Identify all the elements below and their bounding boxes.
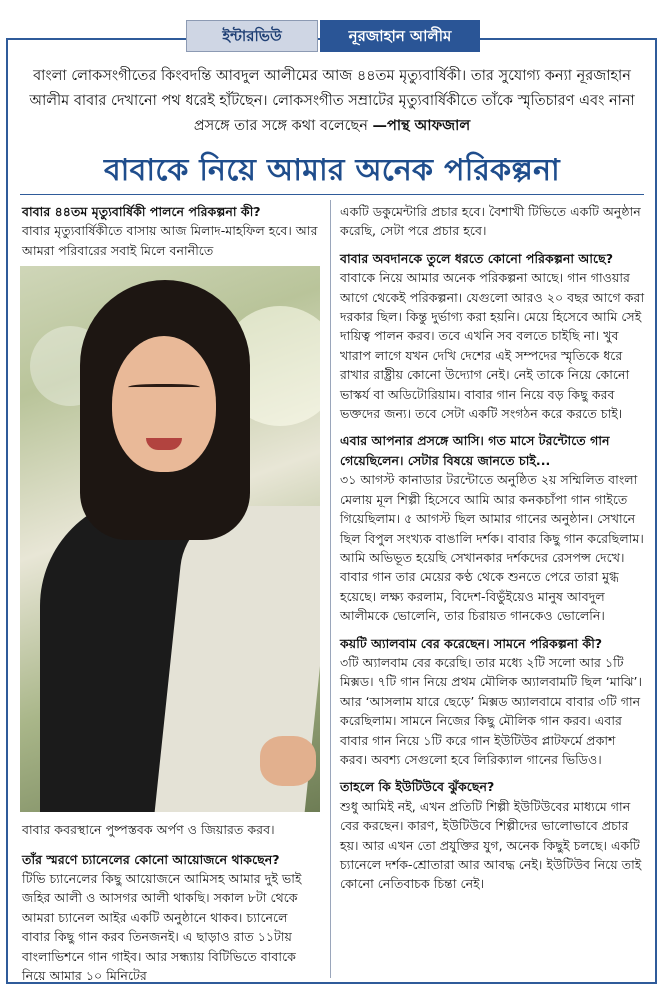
left-column <box>22 202 318 990</box>
person-name-tab: নূরজাহান আলীম <box>320 20 480 52</box>
question-5: কয়টি অ্যালবাম বের করেছেন। সামনে পরিকল্পনা কী? <box>340 635 603 651</box>
question-1: বাবার ৪৪তম মৃত্যুবার্ষিকী পালনে পরিকল্পনা কী? <box>22 204 261 219</box>
right-column <box>340 202 646 902</box>
answer-1-continued: বাবার কবরস্থানে পুষ্পস্তবক অর্পণ ও জিয়ারত করব। <box>22 822 275 838</box>
question-4: এবার আপনার প্রসঙ্গে আসি। গত মাসে টরন্টোতে গান গেয়েছিলেন। সেটার বিষয়ে জানতে চাই... <box>340 433 610 468</box>
answer-1: বাবার মৃত্যুবার্ষিকীতে বাসায় আজ মিলাদ-মাহফিল হবে। আর আমরা পরিবারের সবাই মিলে বনানীতে <box>22 223 318 258</box>
article-headline: বাবাকে নিয়ে আমার অনেক পরিকল্পনা <box>103 153 561 188</box>
column-divider <box>330 200 331 978</box>
question-2: তাঁর স্মরণে চ্যানেলের কোনো আয়োজনে থাকছেন? <box>22 851 280 867</box>
question-6: তাহলে কি ইউটিউবে ঝুঁকছেন? <box>340 779 495 795</box>
author-byline: —পান্থ আফজাল <box>372 118 471 134</box>
portrait-photo <box>20 266 320 812</box>
answer-2-continued: একটি ডকুমেন্টারি প্রচার হবে। বৈশাখী টিভিতে একটি অনুষ্ঠান করেছি, সেটা পরে প্রচার হবে। <box>340 204 641 239</box>
answer-6: শুধু আমিই নই, এখন প্রতিটি শিল্পী ইউটিউবের মাধ্যমে গান বের করছেন। কারণ, ইউটিউবে শিল্পীদের ভালোভাবে প্রচার হয়। আর এখন তো প্রযুক্তির যুগ, অনেক কিছুই চলছে। একটি চ্যানেলে দর্শক-শ্রোতারা আর আবদ্ধ নেই। ইউটিউব নিয়ে তাই কোনো নেতিবাচক চিন্তা নেই। <box>340 798 642 892</box>
answer-4: ৩১ আগস্ট কানাডার টরন্টোতে অনুষ্ঠিত ২য় সম্মিলিত বাংলা মেলায় মূল শিল্পী হিসেবে আমি আর কনকচাঁপা গান গাইতে গিয়েছিলাম। ৫ আগস্ট ছিল আমার গানের অনুষ্ঠান। সেখানে ছিল বিপুল সংখ্যক বাঙালি দর্শক। বাবার কিছু গান করেছিলাম। আমি অভিভূত হয়েছি সেখানকার দর্শকদের রেসপন্স দেখে। বাবার গান তার মেয়ের কণ্ঠ থেকে শুনতে পেরে তারা মুগ্ধ হয়েছে। লক্ষ্য করলাম, বিদেশ-বিভুঁইয়েও মানুষ আবদুল আলীমকে ভোলেনি, তার চিরায়ত গানকেও ভোলেনি। <box>340 472 644 624</box>
answer-5: ৩টি অ্যালবাম বের করেছি। তার মধ্যে ২টি সলো আর ১টি মিক্সড। ৭টি গান নিয়ে প্রথম মৌলিক অ্যালবামটি ছিল ‘মাঝি’। আর ‘আসলাম যারে ছেড়ে’ মিক্সড অ্যালবামে বাবার ৩টি গান করেছিলাম। সামনে নিজের কিছু মৌলিক গান করব। এবার বাবার গান নিয়ে ১টি করে গান ইউটিউব প্লাটফর্মে প্রকাশ করব। অবশ্য সেগুলো হবে লিরিক্যাল গানের ভিডিও। <box>340 654 642 767</box>
answer-3: বাবাকে নিয়ে আমার অনেক পরিকল্পনা আছে। গান গাওয়ার আগে থেকেই পরিকল্পনা। যেগুলো আরও ২০ বছর আগে করা দরকার ছিল। কিন্তু দুর্ভাগ্য করা হয়নি। মেয়ে হিসেবে আমি সেই দায়িত্ব পালন করব। তবে এখনি সব বলতে চাইছি না। খুব খারাপ লাগে যখন দেখি দেশের এই সম্পদের স্মৃতিকে ধরে রাখার রাষ্ট্রীয় কোনো উদ্যোগ নেই। নেই তাকে নিয়ে কোনো ভাস্কর্য বা অডিটোরিয়াম। বাবার গান নিয়ে বড় কিছু করব ভক্তদের জন্য। তবে সেটা একটি সংগঠন করে করতে চাই। <box>340 270 645 422</box>
question-3: বাবার অবদানকে তুলে ধরতে কোনো পরিকল্পনা আছে? <box>340 250 614 266</box>
headline-divider <box>20 194 644 195</box>
intro-text: বাংলা লোকসংগীতের কিংবদন্তি আবদুল আলীমের আজ ৪৪তম মৃত্যুবার্ষিকী। তার সুযোগ্য কন্যা নূরজাহান আলীম বাবার দেখানো পথ ধরেই হাঁটছেন। লোকসংগীত সম্রাটের মৃত্যুবার্ষিকীতে তাঁকে স্মৃতিচারণ এবং নানা প্রসঙ্গে তার সঙ্গে কথা বলেছেন <box>29 68 635 134</box>
section-tabs <box>0 14 663 52</box>
intro-paragraph <box>22 64 642 139</box>
answer-2: টিভি চ্যানেলের কিছু আয়োজনে আমিসহ আমার দুই ভাই জহির আলী ও আসগর আলী থাকছি। সকাল ৮টা থেকে আমরা চ্যানেল আইর একটি অনুষ্ঠানে থাকব। চ্যানেলে বাবার কিছু গান করব তিনজনই। এ ছাড়াও রাত ১১টায় বাংলাভিশনে গান গাইব। আর সন্ধ্যায় বিটিভিতে বাবাকে নিয়ে আমার ১০ মিনিটের <box>22 871 302 984</box>
section-tab-interview: ইন্টারভিউ <box>186 20 318 52</box>
